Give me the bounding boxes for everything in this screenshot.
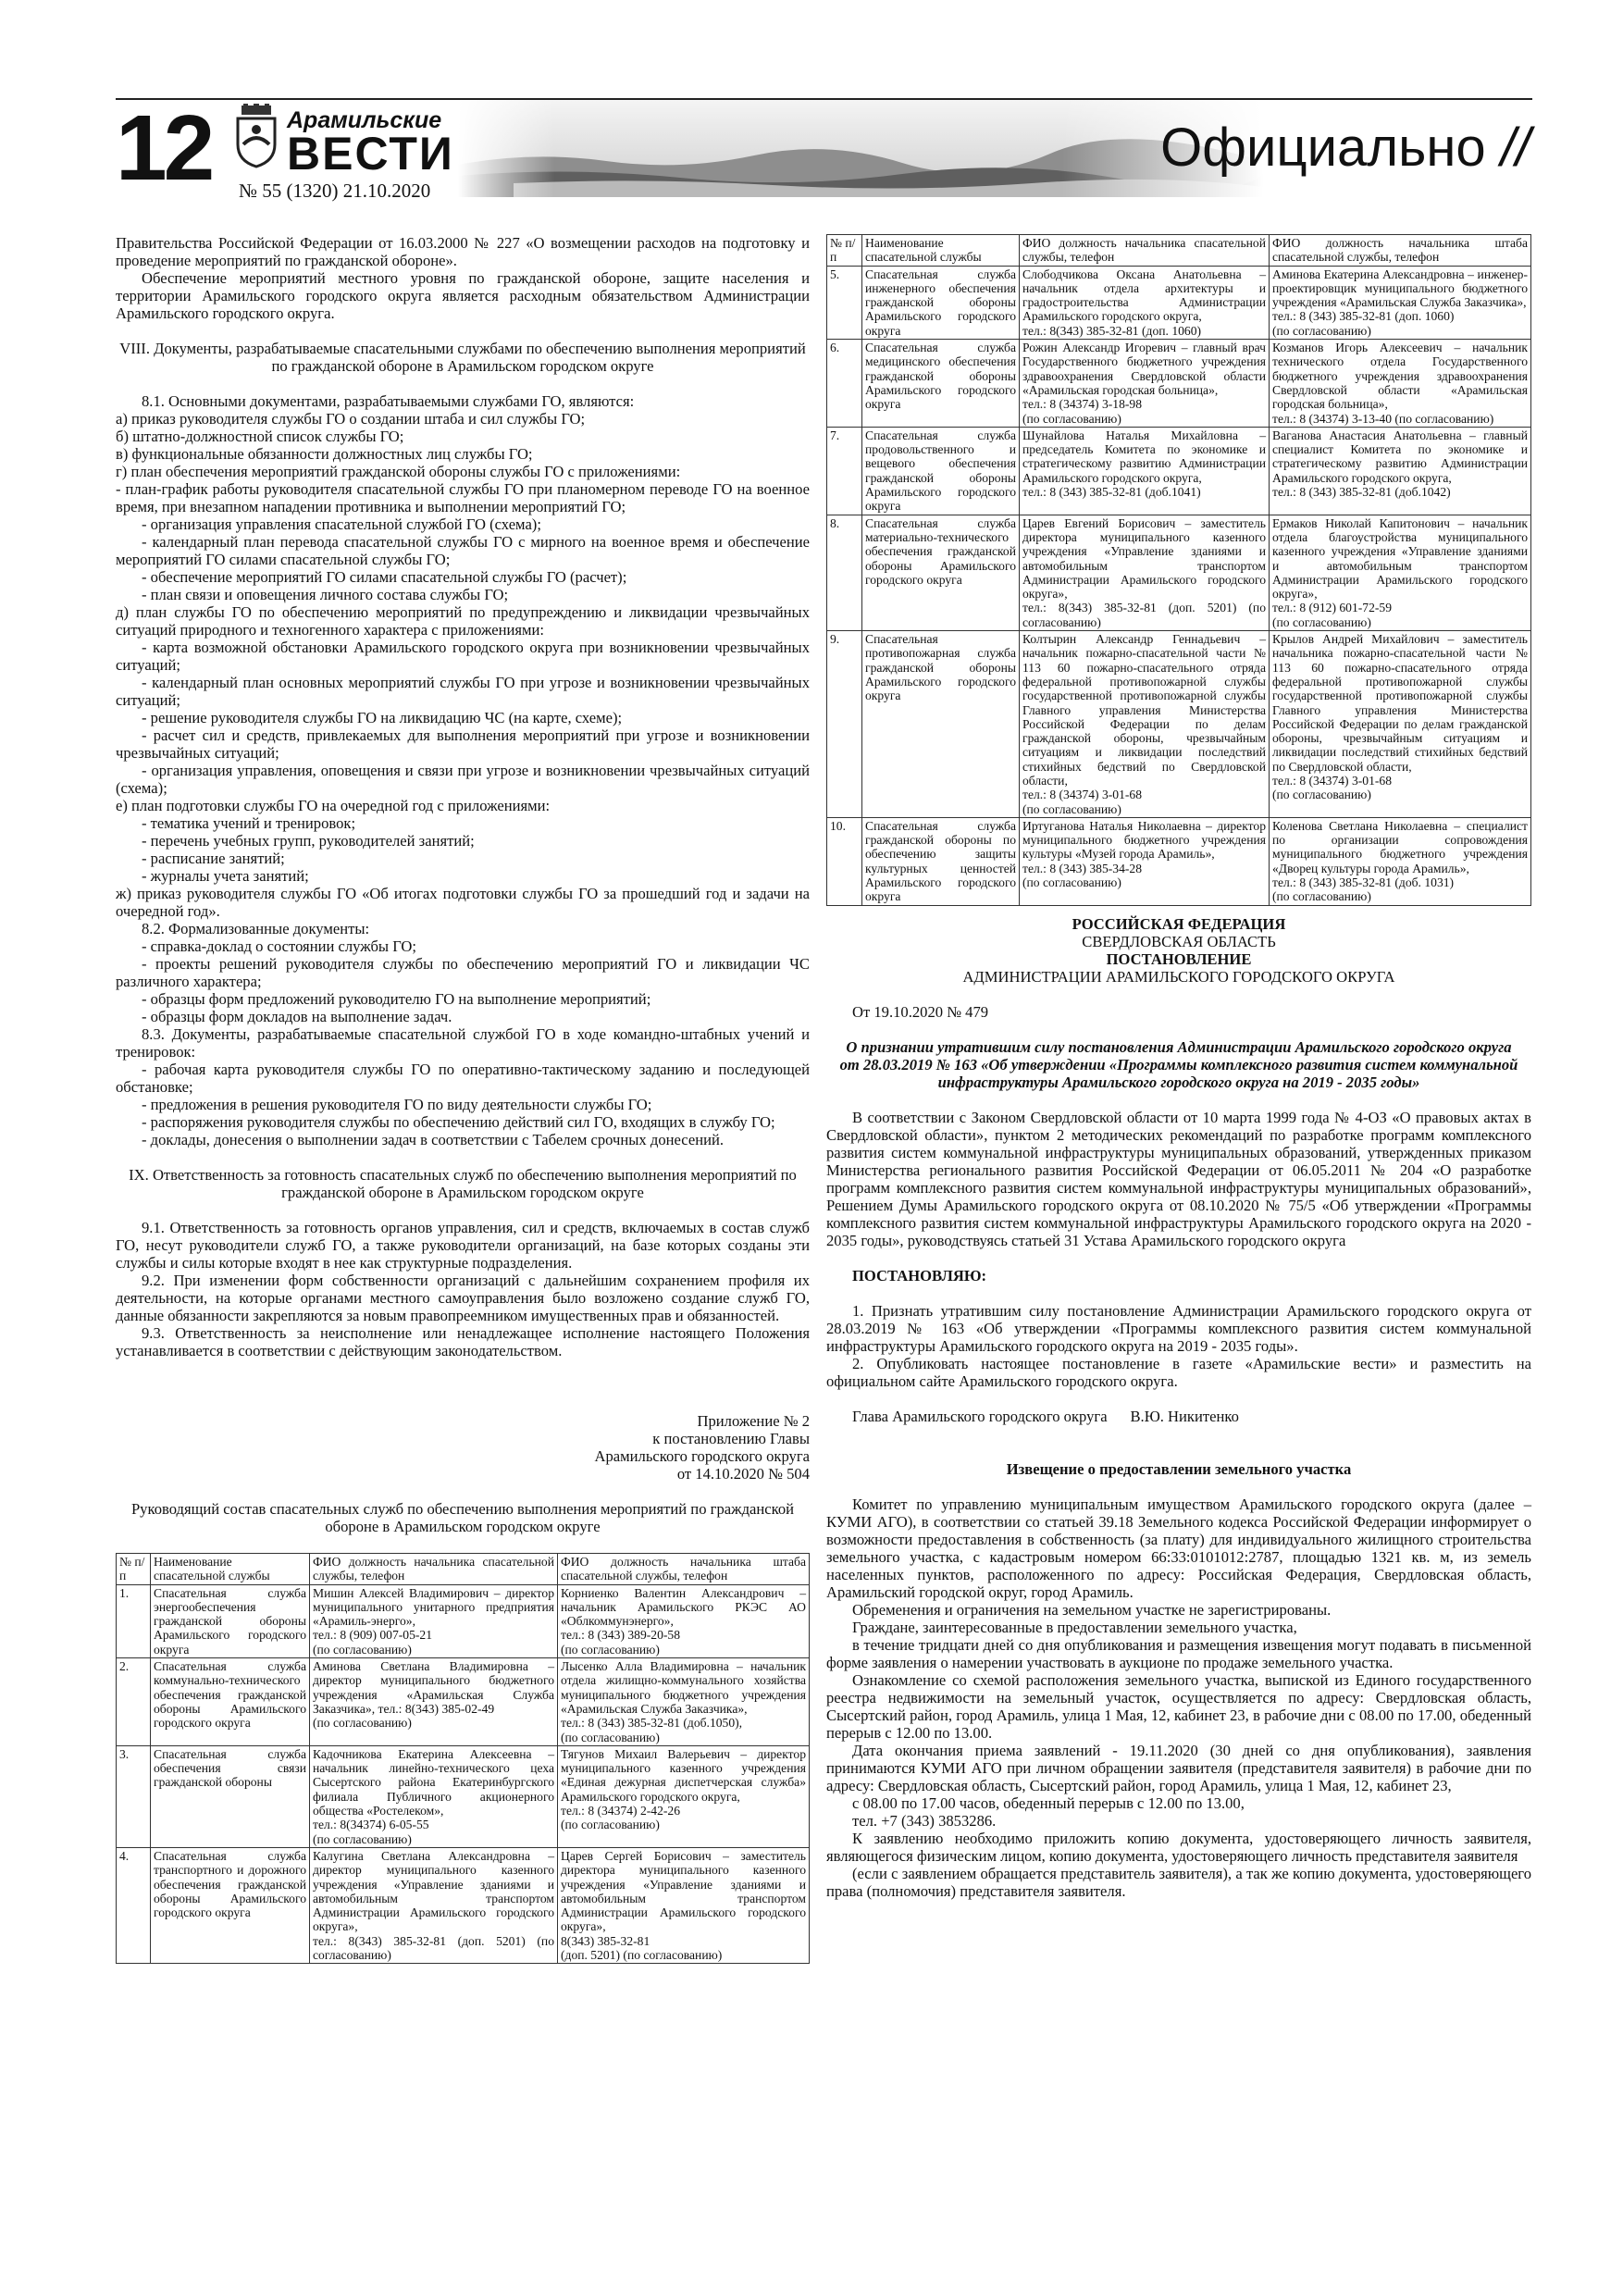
decree-resolve: ПОСТАНОВЛЯЮ: xyxy=(852,1266,987,1285)
decree-body: В соответствии с Законом Свердловской области от 10 марта 1999 года № 4-ОЗ «О правовых актах в Свердловской области», пунктом 2 методических рекомендаций по разработке программ комплексного развития систем коммунальной инфраструктуры муниципальных образований, утвержденных приказом Министерства регионального развития Российской Федерации от 06.05.2011 № 204 «О разработке программ комплексного развития систем коммунальной инфраструктуры муниципальных образований», Решением Думы Арамильского городского округа от 08.10.2020 № 75/5 «Об утверждении «Программы комплексного развития систем коммунальной инфраструктуры Арамильского городского округа на 2020 - 2035 годы», руководствуясь статьей 31 Устава Арамильского городского округа xyxy=(826,1108,1531,1249)
decree-date: От 19.10.2020 № 479 xyxy=(852,1002,989,1021)
appendix-header: Приложение № 2 к постановлению Главы Арамильского городского округа от 14.10.2020 № 504 xyxy=(594,1412,810,1483)
list-item: - календарный план перевода спасательной службы ГО с мирного на военное время и обеспечение мероприятий ГО силами спасательной службы ГО; xyxy=(116,533,810,568)
right-column xyxy=(826,234,1531,1900)
list-item: а) приказ руководителя службы ГО о создании штаба и сил службы ГО; xyxy=(116,410,586,428)
list-item: 9.1. Ответственность за готовность органов управления, сил и средств, включаемых в состав служб ГО, несут руководители служб ГО, а также руководители организаций, на базе которых созданы эти службы и силы которые входят в нее как структурные подразделения. xyxy=(116,1219,810,1272)
left-column xyxy=(116,234,810,1964)
list-item: е) план подготовки службы ГО на очередной год с приложениями: xyxy=(116,797,551,814)
paper-name-top: Арамильские xyxy=(287,107,442,133)
table-row: 9. Спасательная противопожарная служба гражданской обороны Арамильского городского округа Колтырин Александр Геннадьевич – начальник пожарно-спасательной части № 113 60 пожарно-спасательного отряда федеральной противопожарной службы государственной противопожарной службы Главного управления Министерства Российской Федерации по делам гражданской обороны, чрезвычайным ситуациям и ликвидации последствий стихийных бедствий по Свердловской области, тел.: 8 (34374) 3-01-68 (по согласованию) Крылов Андрей Михайлович – заместитель начальника пожарно-спасательной части № 113 60 пожарно-спасательного отряда федеральной противопожарной службы государственной противопожарной службы Главного управления Министерства Российской Федерации по делам гражданской обороны, чрезвычайным ситуациям и ликвидации последствий стихийных бедствий по Свердловской области, тел.: 8 (34374) 3-01-68 (по согласованию) xyxy=(827,631,1531,818)
notice-paragraph: Ознакомление со схемой расположения земельного участка, выпиской из Единого государственного реестра недвижимости на земельный участок, осуществляется по адресу: Свердловская область, Сысертский район, город Арамиль, улица 1 Мая, 12, кабинет 23, в рабочие дни с 08.00 по 17.00, обеденный перерыв с 12.00 по 13.00. xyxy=(826,1670,1531,1742)
table-row: 3. Спасательная служба обеспечения связи гражданской обороны Кадочникова Екатерина Алексеевна – начальник линейно-технического цеха Сысертского района Екатеринбургского филиала Публичного акционерного общества «Ростелеком», тел.: 8(34374) 6-05-55 (по согласованию) Тягунов Михаил Валерьевич – директор муниципального казенного учреждения «Единая дежурная диспетчерская служба» Арамильского городского округа, тел.: 8 (34374) 2-42-26 (по согласованию) xyxy=(117,1745,810,1847)
list-item: д) план службы ГО по обеспечению мероприятий по предупреждению и ликвидации чрезвычайных ситуаций природного и техногенного характера с приложениями: xyxy=(116,603,810,639)
list-item: - образцы форм предложений руководителю ГО на выполнение мероприятий; xyxy=(142,990,651,1008)
list-item: - предложения в решения руководителя ГО по виду деятельности службы ГО; xyxy=(142,1096,652,1113)
decree-authority: АДМИНИСТРАЦИИ АРАМИЛЬСКОГО ГОРОДСКОГО ОКРУГА xyxy=(962,967,1395,986)
page-number: 12 xyxy=(116,96,212,200)
list-item: - справка-доклад о состоянии службы ГО; xyxy=(142,937,416,955)
list-item: - план связи и оповещения личного состава службы ГО; xyxy=(142,586,509,603)
decree-item: 1. Признать утратившим силу постановление Администрации Арамильского городского округа от 28.03.2019 № 163 «Об утверждении «Программы комплексного развития систем коммунальной инфраструктуры Арамильского городского округа на 2019 - 2035 годы». xyxy=(826,1301,1531,1355)
table-row: 4. Спасательная служба транспортного и дорожного обеспечения гражданской обороны Арамильского городского округа Калугина Светлана Александровна – директор муниципального казенного учреждения «Управление зданиями и автомобильным транспортом Администрации Арамильского городского округа», тел.: 8(343) 385-32-81 (доп. 5201) (по согласованию) Царев Сергей Борисович – заместитель директора муниципального казенного учреждения «Управление зданиями и автомобильным транспортом Администрации Арамильского городского округа», 8(343) 385-32-81 (доп. 5201) (по согласованию) xyxy=(117,1847,810,1963)
intro-paragraph: Правительства Российской Федерации от 16.03.2000 № 227 «О возмещении расходов на подготовку и проведение мероприятий по гражданской обороне». xyxy=(116,234,810,269)
list-item: - организация управления, оповещения и связи при угрозе и возникновении чрезвычайных ситуаций (схема); xyxy=(116,762,810,797)
list-item: - план-график работы руководителя спасательной службы ГО при планомерном переводе ГО на военное время, при внезапном нападении противника и выполнении мероприятий ГО; xyxy=(116,480,810,515)
list-item: - проекты решений руководителя службы по обеспечению мероприятий ГО и ликвидации ЧС различного характера; xyxy=(116,955,810,990)
list-item: в) функциональные обязанности должностных лиц службы ГО; xyxy=(116,445,533,463)
list-item: - рабочая карта руководителя службы ГО по оперативно-тактическому заданию и последующей обстановке; xyxy=(116,1061,810,1096)
section-8-list xyxy=(116,392,810,1148)
list-item: - обеспечение мероприятий ГО силами спасательной службы ГО (расчет); xyxy=(142,568,627,586)
section-title: Официально // xyxy=(1160,118,1530,178)
list-item: - перечень учебных групп, руководителей занятий; xyxy=(142,832,475,850)
list-item: ж) приказ руководителя службы ГО «Об итогах подготовки службы ГО за прошедший год и задачи на очередной год». xyxy=(116,885,810,920)
table-row: 7. Спасательная служба продовольственного и вещевого обеспечения гражданской обороны Арамильского городского округа Шунайлова Наталья Михайловна – председатель Комитета по экономике и стратегическому развитию Администрации Арамильского городского округа, тел.: 8 (343) 385-32-81 (доб.1041) Ваганова Анастасия Анатольевна – главный специалист Комитета по экономике и стратегическому развитию Администрации Арамильского городского округа, тел.: 8 (343) 385-32-81 (доб.1042) xyxy=(827,427,1531,515)
section-9-title: IX. Ответственность за готовность спасательных служб по обеспечению выполнения мероприятий по гражданской обороне в Арамильском городском округе xyxy=(129,1166,797,1201)
coat-of-arms-icon xyxy=(234,104,279,168)
notice-body xyxy=(826,1496,1531,1900)
table-title: Руководящий состав спасательных служб по обеспечению выполнения мероприятий по гражданской обороне в Арамильском городском округе xyxy=(130,1500,795,1535)
city-panorama-image xyxy=(458,100,1263,197)
notice-paragraph: К заявлению необходимо приложить копию документа, удостоверяющего личность заявителя, являющегося физическим лицом, копию документа, удостоверяющего личность представителя заявителя xyxy=(826,1829,1531,1865)
issue-number: № 55 (1320) 21.10.2020 xyxy=(239,180,431,202)
table-row: 1. Спасательная служба энергообеспечения гражданской обороны Арамильского городского округа Мишин Алексей Владимирович – директор муниципального унитарного предприятия «Арамиль-энерго», тел.: 8 (909) 007-05-21 (по согласованию) Корниенко Валентин Александрович – начальник Арамильского РКЭС АО «Облкоммунэнерго», тел.: 8 (343) 389-20-58 (по согласованию) xyxy=(117,1584,810,1657)
table-row: 6. Спасательная служба медицинского обеспечения гражданской обороны Арамильского городского округа Рожин Александр Игоревич – главный врач Государственного бюджетного учреждения здравоохранения Свердловской области «Арамильская городская больница», тел.: 8 (34374) 3-18-98 (по согласованию) Козманов Игорь Алексеевич – начальник технического отдела Государственного бюджетного учреждения здравоохранения Свердловской области «Арамильская городская больница», тел.: 8 (34374) 3-13-40 (по согласованию) xyxy=(827,340,1531,428)
list-item: б) штатно-должностной список службы ГО; xyxy=(116,428,404,445)
notice-paragraph: Граждане, заинтересованные в предоставлении земельного участка, xyxy=(852,1618,1297,1636)
list-item: - образцы форм докладов на выполнение задач. xyxy=(142,1008,452,1025)
staff-table-continued xyxy=(826,234,1531,906)
table-row: 10. Спасательная служба гражданской обороны по обеспечению защиты культурных ценностей Арамильского городского округа Иртуганова Наталья Николаевна – директор муниципального бюджетного учреждения культуры «Музей города Арамиль», тел.: 8 (343) 385-34-28 (по согласованию) Коленова Светлана Николаевна – специалист по организации сопровождения муниципального бюджетного учреждения «Дворец культуры города Арамиль», тел.: 8 (343) 385-32-81 (доб. 1031) (по согласованию) xyxy=(827,817,1531,905)
notice-paragraph: Обременения и ограничения на земельном участке не зарегистрированы. xyxy=(852,1600,1332,1619)
notice-paragraph: в течение тридцати дней со дня опубликования и размещения извещения могут подавать в письменной форме заявления о намерении участвовать в аукционе по продаже земельного участка. xyxy=(826,1635,1531,1671)
decree-region: СВЕРДЛОВСКАЯ ОБЛАСТЬ xyxy=(1082,932,1276,950)
list-item: 9.2. При изменении форм собственности организаций с дальнейшим сохранением профиля их деятельности, на которые органами местного самоуправления было возложено создание служб ГО, данные обязанности закрепляются за новым правопреемником имущественных прав и обязанностей. xyxy=(116,1272,810,1324)
intro-paragraph: Обеспечение мероприятий местного уровня по гражданской обороне, защите населения и территории Арамильского городского округа является расходным обязательством Администрации Арамильского городского округа. xyxy=(116,269,810,322)
notice-paragraph: (если с заявлением обращается представитель заявителя), а так же копию документа, удостоверяющего права (полномочия) представителя заявителя. xyxy=(826,1864,1531,1900)
masthead xyxy=(116,96,1532,217)
decree-signature: Глава Арамильского городского округа В.Ю. Никитенко xyxy=(852,1407,1239,1425)
list-item: - распоряжения руководителя службы по обеспечению действий сил ГО, входящих в службу ГО; xyxy=(142,1113,775,1131)
list-item: - организация управления спасательной службой ГО (схема); xyxy=(142,515,541,533)
section-mark: // xyxy=(1500,118,1530,178)
table-header-row: № п/п Наименование спасательной службы ФИО должность начальника спасательной службы, телефон ФИО должность начальника штаба спасательной службы, телефон xyxy=(117,1554,810,1585)
list-item: 8.1. Основными документами, разрабатываемыми службами ГО, являются: xyxy=(142,392,635,410)
table-header-row: № п/п Наименование спасательной службы ФИО должность начальника спасательной службы, телефон ФИО должность начальника штаба спасательной службы, телефон xyxy=(827,235,1531,267)
list-item: - решение руководителя службы ГО на ликвидацию ЧС (на карте, схеме); xyxy=(142,709,623,726)
section-8-title: VIII. Документы, разрабатываемые спасательными службами по обеспечению выполнения мероприятий по гражданской обороне в Арамильском городском округе xyxy=(119,340,806,375)
decree-item: 2. Опубликовать настоящее постановление в газете «Арамильские вести» и разместить на официальном сайте Арамильского городского округа. xyxy=(826,1354,1531,1390)
list-item: г) план обеспечения мероприятий гражданской обороны службы ГО с приложениями: xyxy=(116,463,681,480)
list-item: - журналы учета занятий; xyxy=(142,867,309,885)
list-item: 9.3. Ответственность за неисполнение или ненадлежащее исполнение настоящего Положения устанавливается в соответствии с действующим законодательством. xyxy=(116,1324,810,1359)
decree-header xyxy=(826,915,1531,986)
decree-type: ПОСТАНОВЛЕНИЕ xyxy=(1106,949,1252,968)
decree-country: РОССИЙСКАЯ ФЕДЕРАЦИЯ xyxy=(1072,914,1286,933)
list-item: - доклады, донесения о выполнении задач в соответствии с Табелем срочных донесений. xyxy=(142,1131,724,1148)
notice-paragraph: тел. +7 (343) 3853286. xyxy=(852,1811,997,1830)
list-item: - календарный план основных мероприятий службы ГО при угрозе и возникновении чрезвычайных ситуаций; xyxy=(116,674,810,709)
notice-paragraph: Комитет по управлению муниципальным имуществом Арамильского городского округа (далее – КУМИ АГО), в соответствии со статьей 39.18 Земельного кодекса Российской Федерации информирует о возможности предоставления в собственность (за плату) для индивидуального жилищного строительства земельного участка, с кадастровым номером 66:33:0101012:2787, площадью 1321 кв. м, из земель населенных пунктов, расположенного по адресу: Российская Федерация, Свердловская область, Арамильский городской округ, город Арамиль. xyxy=(826,1495,1531,1601)
decree-title: О признании утратившим силу постановления Администрации Арамильского городского округа от 28.03.2019 № 163 «Об утверждении «Программы комплексного развития систем коммунальной инфраструктуры Арамильского городского округа на 2019 - 2035 годы» xyxy=(839,1037,1518,1091)
table-row: 5. Спасательная служба инженерного обеспечения гражданской обороны Арамильского городского округа Слободчикова Оксана Анатольевна – начальник отдела архитектуры и градостроительства Администрации Арамильского городского округа, тел.: 8(343) 385-32-81 (доп. 1060) Аминова Екатерина Александровна – инженер-проектировщик муниципального бюджетного учреждения «Арамильская Служба Заказчика», тел.: 8 (343) 385-32-81 (доп. 1060) (по согласованию) xyxy=(827,266,1531,339)
notice-paragraph: Дата окончания приема заявлений - 19.11.2020 (30 дней со дня опубликования), заявления принимаются КУМИ АГО при личном обращении заявителя (представителя заявителя) в рабочие дни по адресу: Свердловская область, Сысертский район, город Арамиль, улица 1 Мая, 12, кабинет 23, xyxy=(826,1741,1531,1794)
notice-title: Извещение о предоставлении земельного участка xyxy=(1006,1459,1352,1478)
table-row: 8. Спасательная служба материально-технического обеспечения гражданской обороны Арамильского городского округа Царев Евгений Борисович – заместитель директора муниципального казенного учреждения «Управление зданиями и автомобильным транспортом Администрации Арамильского городского округа», тел.: 8(343) 385-32-81 (доп. 5201) (по согласованию) Ермаков Николай Капитонович – начальник отдела благоустройства муниципального казенного учреждения «Управление зданиями и автомобильным транспортом Администрации Арамильского городского округа», тел.: 8 (912) 601-72-59 (по согласованию) xyxy=(827,515,1531,630)
list-item: - расчет сил и средств, привлекаемых для выполнения мероприятий при угрозе и возникновении чрезвычайных ситуаций; xyxy=(116,726,810,762)
list-item: 8.2. Формализованные документы: xyxy=(142,920,370,937)
paper-name: ВЕСТИ xyxy=(287,128,454,180)
table-row: 2. Спасательная служба коммунально-технического обеспечения гражданской обороны Арамильского городского округа Аминова Светлана Владимировна – директор муниципального бюджетного учреждения «Арамильская Служба Заказчика», тел.: 8(343) 385-02-49 (по согласованию) Лысенко Алла Владимировна – начальник отдела жилищно-коммунального хозяйства муниципального бюджетного учреждения «Арамильская Служба Заказчика», тел.: 8 (343) 385-32-81 (доб.1050), (по согласованию) xyxy=(117,1658,810,1746)
list-item: 8.3. Документы, разрабатываемые спасательной службой ГО в ходе командно-штабных учений и тренировок: xyxy=(116,1025,810,1061)
notice-paragraph: с 08.00 по 17.00 часов, обеденный перерыв с 12.00 по 13.00, xyxy=(852,1793,1245,1812)
list-item: - расписание занятий; xyxy=(142,850,285,867)
staff-table xyxy=(116,1553,810,1964)
list-item: - карта возможной обстановки Арамильского городского округа при возникновении чрезвычайных ситуаций; xyxy=(116,639,810,674)
list-item: - тематика учений и тренировок; xyxy=(142,814,356,832)
